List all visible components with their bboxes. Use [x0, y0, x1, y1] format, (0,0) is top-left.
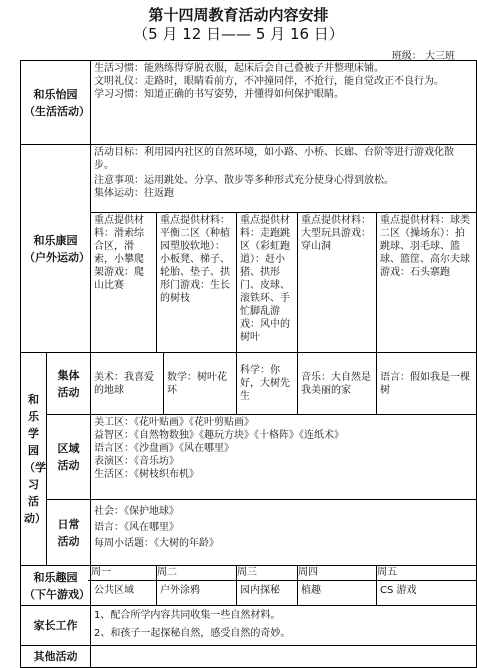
daily-label-1: 日常 [57, 517, 80, 531]
health-notice: 注意事项：运用跳处、分享、散步等多种形式充分使身心得到放松。 [94, 175, 394, 186]
daily-content [91, 500, 477, 566]
daily-line-language: 语言：《风在哪里》 [94, 522, 179, 533]
study-daily-row [21, 500, 477, 566]
class-label: 班级： 大三班 [391, 51, 455, 62]
play-monday [91, 566, 157, 606]
parents-line-2: 2、和孩子一起探秘自然，感受自然的奇妙。 [94, 628, 291, 639]
group-item-math: 数学：树叶花环 [164, 353, 237, 415]
play-day-fri: 周五 [374, 566, 477, 581]
study-label-4: 习活 [28, 478, 39, 508]
group-label-cell [47, 353, 91, 415]
health-goal-row [21, 145, 477, 213]
play-row [21, 566, 477, 606]
play-game-wed: 园内探秘 [240, 585, 280, 596]
play-day-mon: 周一 [88, 566, 159, 581]
life-row [21, 61, 477, 145]
health-goal-content [91, 145, 477, 213]
other-row [21, 646, 477, 668]
play-game-thu: 植趣 [301, 585, 321, 596]
other-label: 其他活动 [21, 646, 91, 668]
group-label-2: 活动 [57, 385, 80, 399]
group-item-science: 科学：你好，大树先生 [237, 353, 298, 415]
life-line-habits: 生活习惯：能熟练得穿脱衣服，起床后会自己叠被子并整理床铺。 [94, 63, 384, 74]
health-gather: 集体运动：往返跑 [94, 188, 174, 199]
group-item-language: 语言：假如我是一棵树 [377, 353, 477, 415]
health-label-cell [21, 145, 91, 353]
date-range: （5 月 12 日—— 5 月 16 日） [133, 25, 344, 43]
play-thursday [298, 566, 377, 606]
play-tuesday [157, 566, 237, 606]
group-item-art: 美术：我喜爱的地球 [91, 353, 164, 415]
play-label-cell [21, 566, 91, 606]
health-area-4: 重点提供材料：大型玩具游戏：穿山洞 [298, 213, 377, 353]
life-label-cell [21, 61, 91, 145]
play-friday [377, 566, 477, 606]
other-content [91, 646, 477, 668]
play-day-wed: 周三 [234, 566, 300, 581]
study-label-3: （学 [24, 461, 46, 474]
area-line-puzzle: 益智区：《自然物数独》《趣玩方块》《十格阵》《连纸术》 [94, 430, 344, 441]
life-label: 和乐怡园 [33, 87, 78, 101]
area-label-2: 活动 [57, 459, 80, 472]
health-goal: 活动目标：利用园内社区的自然环境，如小路、小桥、长廊、台阶等进行游戏化散步。 [94, 147, 454, 171]
area-content [91, 415, 477, 500]
health-area-2: 重点提供材料：平衡二区（种植园塑胶软地）：小板凳、梯子、轮胎、垫子、拱形门游戏：生长的树枝 [157, 213, 237, 353]
life-line-study: 学习习惯：知道正确的书写姿势，并懂得如何保护眼睛。 [94, 89, 344, 100]
area-line-language: 语言区：《沙盘画》《风在哪里》 [94, 443, 234, 454]
parents-row [21, 606, 477, 646]
life-line-etiquette: 文明礼仪：走路时，眼睛看前方，不冲撞同伴，不抢行，能自觉改正不良行为。 [94, 76, 444, 87]
life-sublabel: （生活活动） [24, 104, 90, 118]
area-line-art: 美工区：《花叶贴画》《花叶剪贴画》 [94, 417, 254, 428]
parents-label: 家长工作 [21, 606, 91, 646]
daily-label-cell [47, 500, 91, 566]
play-wednesday [237, 566, 298, 606]
study-area-row [21, 415, 477, 500]
daily-line-topic: 每周小话题：《大树的年龄》 [94, 538, 219, 549]
health-area-1: 重点提供材料：滑索综合区，滑索，小攀爬架游戏：爬山比赛 [91, 213, 157, 353]
study-label-5: 动） [24, 512, 46, 525]
play-day-tue: 周二 [154, 566, 239, 581]
group-item-music: 音乐：大自然是我美丽的家 [298, 353, 377, 415]
health-label: 和乐康园 [33, 233, 78, 247]
life-content [91, 61, 477, 145]
area-label-cell [47, 415, 91, 500]
daily-line-social: 社会：《保护地球》 [94, 506, 179, 517]
play-game-fri: CS 游戏 [380, 585, 417, 596]
area-label-1: 区域 [57, 442, 80, 455]
study-label-2: 学园 [28, 427, 39, 457]
schedule-table [20, 60, 477, 668]
study-label-cell [21, 353, 47, 566]
area-line-performance: 表演区：《音乐坊》 [94, 456, 179, 467]
health-area-3: 重点提供材料：走跑跳区（彩虹跑道）：赶小猪、拱形门、皮球、滚铁环、手忙脚乱游戏：风中的树叶 [237, 213, 298, 353]
play-game-mon: 公共区域 [94, 585, 134, 596]
play-sublabel: （下午游戏） [24, 587, 90, 601]
area-line-life: 生活区：《树枝织布机》 [94, 469, 199, 480]
page-title: 第十四周教育活动内容安排 [148, 6, 329, 24]
group-label-1: 集体 [57, 368, 80, 382]
study-label-1: 和乐 [28, 393, 39, 423]
play-label: 和乐趣园 [33, 570, 78, 584]
parents-content [91, 606, 477, 646]
health-area-5: 重点提供材料：球类二区（操场东）：拍跳球、羽毛球、篮球、篮筐、高尔夫球游戏：石头寨跑 [377, 213, 477, 353]
study-group-row [21, 353, 477, 415]
play-day-thu: 周四 [295, 566, 379, 581]
parents-line-1: 1、配合所学内容共同收集一些自然材料。 [94, 610, 281, 621]
play-game-tue: 户外涂鸦 [160, 585, 200, 596]
daily-label-2: 活动 [57, 534, 80, 548]
health-sublabel: （户外运动） [24, 250, 90, 264]
